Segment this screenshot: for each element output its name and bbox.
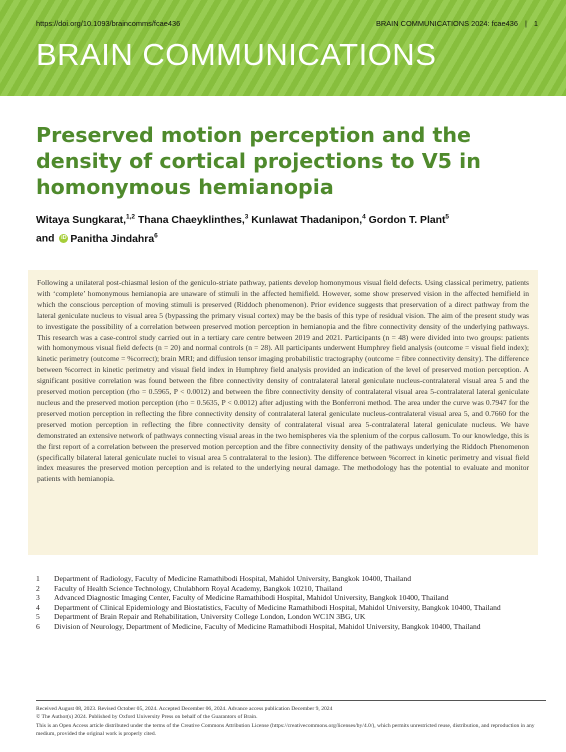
affiliation-number: 2 bbox=[36, 583, 40, 593]
author bbox=[251, 215, 368, 226]
page-number: 1 bbox=[533, 19, 538, 28]
authors-and: and bbox=[36, 233, 55, 245]
affiliation-item bbox=[36, 603, 546, 613]
author bbox=[70, 234, 157, 245]
author-affiliation-sup: 3 bbox=[244, 214, 249, 221]
author-name: Gordon T. Plant bbox=[368, 215, 446, 227]
author-affiliation-sup: 6 bbox=[154, 232, 158, 240]
affiliation-number: 6 bbox=[36, 621, 40, 631]
affiliation-item bbox=[36, 574, 546, 584]
publication-footer bbox=[36, 700, 546, 739]
publication-dates: Received August 08, 2023. Revised October 05, 2024. Accepted December 06, 2024. Advance access publication December 9, 2024 bbox=[36, 706, 333, 712]
affiliation-item bbox=[36, 612, 546, 622]
affiliation-item bbox=[36, 593, 546, 603]
affiliation-text: Faculty of Health Science Technology, Chulabhorn Royal Academy, Bangkok 10210, Thailand bbox=[54, 583, 343, 593]
affiliation-number: 3 bbox=[36, 593, 40, 603]
journal-header-banner bbox=[0, 0, 566, 96]
abstract-box bbox=[28, 270, 538, 555]
affiliation-text: Department of Radiology, Faculty of Medicine Ramathibodi Hospital, Mahidol University, Bangkok 10400, Thailand bbox=[54, 574, 411, 583]
author bbox=[369, 215, 449, 226]
author-name: Thana Chaeyklinthes, bbox=[137, 215, 245, 227]
affiliation-item bbox=[36, 622, 546, 632]
affiliation-list bbox=[36, 574, 546, 632]
author-name: Panitha Jindahra bbox=[70, 233, 155, 245]
affiliation-number: 1 bbox=[36, 574, 40, 583]
article-title: Preserved motion perception and the density of cortical projections to V5 in homonymous hemianopia bbox=[36, 123, 481, 199]
doi-link[interactable]: https://doi.org/10.1093/braincomms/fcae436 bbox=[36, 19, 181, 28]
copyright-notice: © The Author(s) 2024. Published by Oxford University Press on behalf of the Guarantors of Brain. bbox=[36, 714, 258, 721]
license-notice: This is an Open Access article distributed under the terms of the Creative Commons Attribution License (https://creativecommons.org/licenses/by/4.0/), which permits unrestricted reuse, distribution, and reproduction in any medium, provided the original work is properly cited. bbox=[36, 722, 535, 738]
running-head-separator: | bbox=[524, 19, 527, 28]
author-name: Kunlawat Thadanipon, bbox=[251, 215, 363, 227]
author-affiliation-sup: 4 bbox=[362, 214, 366, 221]
author-name: Witaya Sungkarat, bbox=[36, 215, 126, 227]
affiliation-text: Division of Neurology, Department of Medicine, Faculty of Medicine Ramathibodi Hospital, Mahidol University, Bangkok 10400, Thailand bbox=[54, 621, 481, 631]
affiliation-text: Department of Brain Repair and Rehabilitation, University College London, London WC1N 3BG, UK bbox=[54, 612, 366, 622]
affiliation-text: Department of Clinical Epidemiology and Biostatistics, Faculty of Medicine Ramathibodi Hospital, Mahidol University, Bangkok 10400, Thailand bbox=[54, 602, 501, 612]
author bbox=[36, 215, 138, 226]
running-head bbox=[376, 19, 538, 28]
affiliation-text: Advanced Diagnostic Imaging Center, Faculty of Medicine Ramathibodi Hospital, Mahidol University, Bangkok 10400, Thailand bbox=[54, 593, 449, 603]
author-list bbox=[36, 210, 546, 247]
affiliation-number: 4 bbox=[36, 602, 40, 612]
affiliation-item bbox=[36, 584, 546, 594]
running-head-text: BRAIN COMMUNICATIONS 2024: fcae436 bbox=[375, 19, 518, 28]
affiliation-number: 5 bbox=[36, 612, 40, 622]
author-affiliation-sup: 5 bbox=[445, 214, 450, 221]
journal-logo-text: BRAIN COMMUNICATIONS bbox=[36, 37, 437, 72]
orcid-icon[interactable]: iD bbox=[61, 235, 67, 242]
author bbox=[138, 215, 251, 226]
author-affiliation-sup: 1,2 bbox=[126, 214, 136, 221]
abstract-text: Following a unilateral post-chiasmal lesion of the geniculo-striate pathway, patients develop homonymous visual field defects. Using classical perimetry, patients with ‘complete’ homonymous hemianopia are unaware of stimuli in the affected hemifield. However, some show preserved vision in the affected hemifield in which the conscious perception of moving stimuli is preserved (Riddoch phenomenon). Prior evidence suggests that preservation of a direct pathway from the lateral geniculate nucleus to visual area 5 (bypassing the primary visual cortex) may be the basis of this type of residual vision. The aim of the present study was to investigate the possibility of a correlation between preserved motion perception in hemianopia and the fibre connectivity density of the underlying pathways. This research was a case-control study carried out in a tertiary care centre between 2019 and 2021. Participants (n = 48) were divided into two groups: patients with homonymous visual field defects (n = 20) and normal controls (n = 28). All participants underwent Humphrey field analysis (outcome = visual field index); kinetic perimetry (outcome = %correct); brain MRI; and diffusion tensor imaging probabilistic tractography (outcome = fibre connectivity density). The difference between %correct in kinetic perimetry and visual field index in Humphrey field analysis provided an indication of the level of preserved motion perception. A significant positive correlation was found between the fibre connectivity density of contralateral lateral geniculate nucleus-contralateral visual area 5 and the preserved motion perception (rho = 0.5965, P < 0.0012) and between the fibre connectivity density of contralateral visual area 5-contralateral lateral geniculate nucleus and the preserved motion perception (rho = 0.5635, P < 0.0012) after adjusting with the Bonferroni method. The area under the curve was 0.7947 for the preserved motion perception in reflecting the fibre connectivity density of contralateral lateral geniculate nucleus-contralateral visual area 5, and 0.7660 for the preserved motion perception in reflecting the fibre connectivity density of contralateral visual area 5-contralateral lateral geniculate nucleus. We have demonstrated an extensive network of pathways connecting visual areas in the two hemispheres via the splenium of the corpus callosum. To our knowledge, this is the first report of a correlation between the preserved motion perception and the fibre connectivity density of the pathways underlying the Riddoch Phenomenon (specifically bilateral lateral geniculate nuclei to visual area 5 contralateral to the lesion). The difference between %correct in kinetic perimetry and visual field index measures the preserved motion perception and is related to the underlying neural damage. The methodology has the potential to evaluate and monitor patients with hemianopia. bbox=[37, 278, 529, 484]
